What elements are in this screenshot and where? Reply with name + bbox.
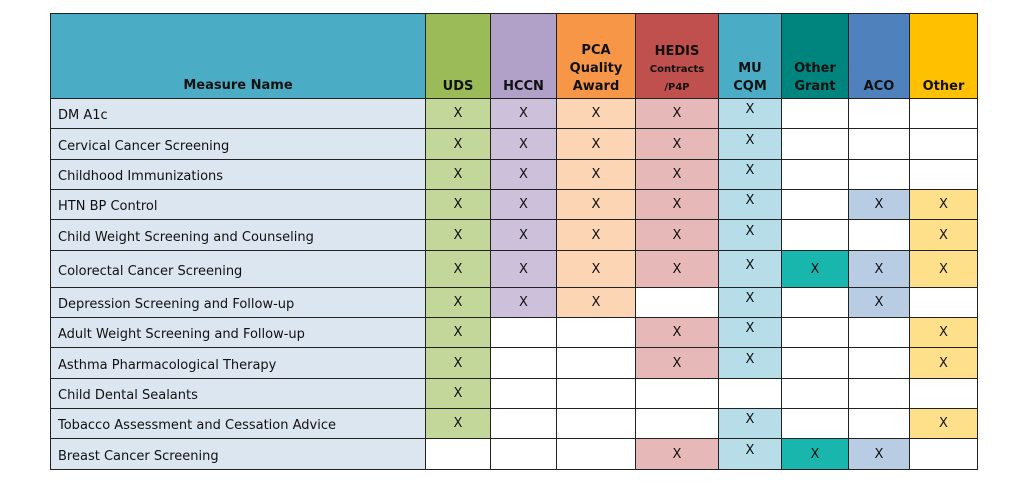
table-row — [51, 348, 978, 379]
mark-cell-mu-cqm — [719, 251, 782, 288]
mark-cell-hccn — [491, 379, 557, 409]
mark-x: X — [453, 197, 463, 212]
mark-cell-pca-quality-award — [557, 288, 636, 318]
header-hedis — [636, 14, 719, 99]
mark-x: X — [519, 136, 528, 152]
table-row — [51, 190, 978, 220]
mark-cell-other-grant — [782, 160, 849, 190]
mark-x: X — [519, 197, 528, 212]
mark-cell-mu-cqm — [719, 220, 782, 251]
mark-x: X — [874, 197, 884, 212]
mark-cell-aco — [849, 288, 910, 318]
mark-x: X — [453, 167, 463, 182]
mark-cell-aco — [849, 220, 910, 251]
mark-cell-other-grant — [782, 379, 849, 409]
measure-name-cell: Asthma Pharmacological Therapy — [51, 348, 426, 379]
mark-x: X — [591, 227, 601, 243]
measure-name-cell: Child Weight Screening and Counseling — [51, 220, 426, 251]
mark-cell-aco — [849, 99, 910, 129]
header-hedis-line1: HEDIS — [654, 44, 700, 59]
mark-cell-mu-cqm — [719, 99, 782, 129]
mark-x: X — [672, 106, 682, 121]
mark-cell-mu-cqm — [719, 190, 782, 220]
mark-cell-other — [910, 439, 978, 470]
mark-cell-uds — [426, 288, 491, 318]
mark-x: X — [939, 355, 948, 371]
mark-cell-other — [910, 409, 978, 439]
mark-x: X — [672, 136, 682, 152]
mark-cell-uds — [426, 220, 491, 251]
mark-x: X — [745, 291, 755, 306]
table-row — [51, 288, 978, 318]
mark-x: X — [591, 106, 601, 121]
mark-cell-uds — [426, 348, 491, 379]
mark-x: X — [939, 416, 948, 431]
mark-cell-uds — [426, 99, 491, 129]
mark-cell-hccn — [491, 190, 557, 220]
mark-cell-hccn — [491, 251, 557, 288]
mark-cell-hedis — [636, 160, 719, 190]
mark-x: X — [591, 197, 601, 212]
measure-name-cell: Breast Cancer Screening — [51, 439, 426, 470]
mark-cell-hedis — [636, 251, 719, 288]
measure-name-cell: Adult Weight Screening and Follow-up — [51, 318, 426, 348]
table-row — [51, 129, 978, 160]
mark-cell-pca-quality-award — [557, 129, 636, 160]
measure-name-cell: DM A1c — [51, 99, 426, 129]
measure-name-cell: HTN BP Control — [51, 190, 426, 220]
mark-x: X — [672, 325, 682, 340]
header-mu-cqm — [719, 14, 782, 99]
mark-cell-mu-cqm — [719, 409, 782, 439]
header-row — [51, 14, 978, 99]
mark-cell-other-grant — [782, 409, 849, 439]
mark-cell-other — [910, 318, 978, 348]
mark-cell-uds — [426, 251, 491, 288]
mark-x: X — [745, 132, 755, 148]
mark-cell-aco — [849, 129, 910, 160]
mark-cell-hedis — [636, 318, 719, 348]
mark-cell-other-grant — [782, 220, 849, 251]
mark-x: X — [591, 136, 601, 152]
mark-cell-other-grant — [782, 318, 849, 348]
mark-cell-hccn — [491, 99, 557, 129]
mark-cell-mu-cqm — [719, 318, 782, 348]
mark-cell-other-grant — [782, 190, 849, 220]
header-hedis-line3: /P4P — [664, 82, 690, 93]
mark-cell-pca-quality-award — [557, 251, 636, 288]
table-body — [51, 99, 978, 470]
mark-cell-hedis — [636, 99, 719, 129]
mark-cell-pca-quality-award — [557, 160, 636, 190]
measure-name-cell: Child Dental Sealants — [51, 379, 426, 409]
mark-cell-uds — [426, 190, 491, 220]
mark-cell-mu-cqm — [719, 288, 782, 318]
mark-x: X — [745, 351, 755, 367]
table-row — [51, 251, 978, 288]
mark-cell-other — [910, 220, 978, 251]
mark-cell-aco — [849, 439, 910, 470]
mark-cell-uds — [426, 318, 491, 348]
header-hccn: HCCN — [491, 14, 557, 99]
mark-x: X — [745, 193, 755, 208]
mark-x: X — [745, 412, 755, 427]
mark-cell-other — [910, 348, 978, 379]
mark-cell-hedis — [636, 348, 719, 379]
mark-x: X — [519, 167, 528, 182]
mark-cell-pca-quality-award — [557, 439, 636, 470]
mark-x: X — [519, 261, 528, 277]
mark-x: X — [745, 442, 755, 458]
header-aco: ACO — [849, 14, 910, 99]
mark-cell-pca-quality-award — [557, 409, 636, 439]
mark-cell-hccn — [491, 220, 557, 251]
mark-cell-pca-quality-award — [557, 348, 636, 379]
mark-cell-aco — [849, 251, 910, 288]
mark-cell-mu-cqm — [719, 439, 782, 470]
mark-x: X — [453, 106, 463, 121]
mark-cell-other — [910, 99, 978, 129]
mark-cell-hccn — [491, 160, 557, 190]
mark-x: X — [672, 197, 682, 212]
mark-cell-other-grant — [782, 99, 849, 129]
mark-cell-other-grant — [782, 129, 849, 160]
mark-x: X — [453, 325, 463, 340]
header-other-grant-line1: Other — [794, 61, 836, 76]
mark-cell-other-grant — [782, 251, 849, 288]
measure-name-cell: Childhood Immunizations — [51, 160, 426, 190]
mark-cell-hccn — [491, 288, 557, 318]
mark-cell-mu-cqm — [719, 160, 782, 190]
mark-cell-hedis — [636, 379, 719, 409]
mark-cell-other-grant — [782, 288, 849, 318]
mark-cell-other-grant — [782, 439, 849, 470]
header-other-grant-line2: Grant — [794, 79, 836, 94]
mark-x: X — [810, 446, 820, 462]
mark-x: X — [672, 167, 682, 182]
mark-cell-aco — [849, 160, 910, 190]
mark-x: X — [453, 136, 463, 152]
header-other-grant — [782, 14, 849, 99]
table-row — [51, 318, 978, 348]
mark-x: X — [453, 416, 463, 431]
mark-cell-aco — [849, 318, 910, 348]
mark-cell-hedis — [636, 190, 719, 220]
mark-x: X — [453, 261, 463, 277]
mark-cell-hccn — [491, 439, 557, 470]
mark-x: X — [874, 261, 884, 277]
mark-x: X — [672, 261, 682, 277]
mark-cell-pca-quality-award — [557, 190, 636, 220]
mark-x: X — [939, 197, 948, 212]
mark-x: X — [519, 295, 528, 310]
mark-cell-pca-quality-award — [557, 220, 636, 251]
mark-x: X — [745, 257, 755, 273]
table-row — [51, 160, 978, 190]
table-row — [51, 220, 978, 251]
mark-x: X — [453, 295, 463, 310]
mark-x: X — [939, 261, 948, 277]
mark-cell-pca-quality-award — [557, 379, 636, 409]
mark-cell-pca-quality-award — [557, 99, 636, 129]
table-row — [51, 99, 978, 129]
mark-cell-hccn — [491, 129, 557, 160]
table-row — [51, 379, 978, 409]
mark-cell-mu-cqm — [719, 129, 782, 160]
mark-cell-aco — [849, 409, 910, 439]
mark-x: X — [939, 325, 948, 340]
mark-cell-hccn — [491, 409, 557, 439]
mark-x: X — [591, 295, 601, 310]
mark-x: X — [745, 223, 755, 239]
mark-cell-uds — [426, 379, 491, 409]
mark-x: X — [745, 321, 755, 336]
mark-x: X — [453, 386, 463, 401]
table-row — [51, 409, 978, 439]
mark-cell-uds — [426, 129, 491, 160]
mark-cell-hedis — [636, 439, 719, 470]
mark-x: X — [874, 446, 884, 462]
header-uds: UDS — [426, 14, 491, 99]
header-measure-name: Measure Name — [51, 14, 426, 99]
mark-cell-aco — [849, 190, 910, 220]
table-row — [51, 439, 978, 470]
mark-cell-uds — [426, 160, 491, 190]
mark-cell-other — [910, 129, 978, 160]
mark-cell-pca-quality-award — [557, 318, 636, 348]
mark-cell-hccn — [491, 348, 557, 379]
header-hedis-line2: Contracts — [649, 64, 705, 75]
mark-cell-hedis — [636, 220, 719, 251]
mark-x: X — [672, 355, 682, 371]
mark-cell-aco — [849, 348, 910, 379]
mark-cell-hedis — [636, 288, 719, 318]
mark-cell-other — [910, 160, 978, 190]
header-mu-line2: CQM — [733, 79, 767, 94]
mark-cell-hedis — [636, 129, 719, 160]
measures-table — [50, 13, 978, 470]
mark-cell-aco — [849, 379, 910, 409]
measure-name-cell: Depression Screening and Follow-up — [51, 288, 426, 318]
mark-x: X — [745, 102, 755, 117]
mark-x: X — [672, 227, 682, 243]
mark-cell-mu-cqm — [719, 379, 782, 409]
mark-cell-other — [910, 190, 978, 220]
header-pca-line3: Award — [572, 79, 620, 94]
mark-x: X — [453, 227, 463, 243]
mark-x: X — [939, 227, 948, 243]
mark-cell-other — [910, 288, 978, 318]
mark-x: X — [672, 446, 682, 462]
mark-x: X — [519, 106, 528, 121]
mark-x: X — [591, 167, 601, 182]
mark-cell-uds — [426, 409, 491, 439]
mark-cell-mu-cqm — [719, 348, 782, 379]
mark-cell-uds — [426, 439, 491, 470]
header-mu-line1: MU — [738, 61, 762, 76]
mark-x: X — [453, 355, 463, 371]
mark-cell-hccn — [491, 318, 557, 348]
mark-x: X — [519, 227, 528, 243]
header-other: Other — [910, 14, 978, 99]
mark-x: X — [874, 295, 884, 310]
header-pca-line2: Quality — [569, 61, 623, 76]
mark-cell-other-grant — [782, 348, 849, 379]
measure-name-cell: Cervical Cancer Screening — [51, 129, 426, 160]
mark-cell-other — [910, 379, 978, 409]
mark-cell-hedis — [636, 409, 719, 439]
mark-x: X — [810, 261, 820, 277]
measure-name-cell: Tobacco Assessment and Cessation Advice — [51, 409, 426, 439]
mark-cell-other — [910, 251, 978, 288]
mark-x: X — [591, 261, 601, 277]
header-pca-quality-award — [557, 14, 636, 99]
header-pca-line1: PCA — [581, 43, 611, 58]
mark-x: X — [745, 163, 755, 178]
measure-name-cell: Colorectal Cancer Screening — [51, 251, 426, 288]
